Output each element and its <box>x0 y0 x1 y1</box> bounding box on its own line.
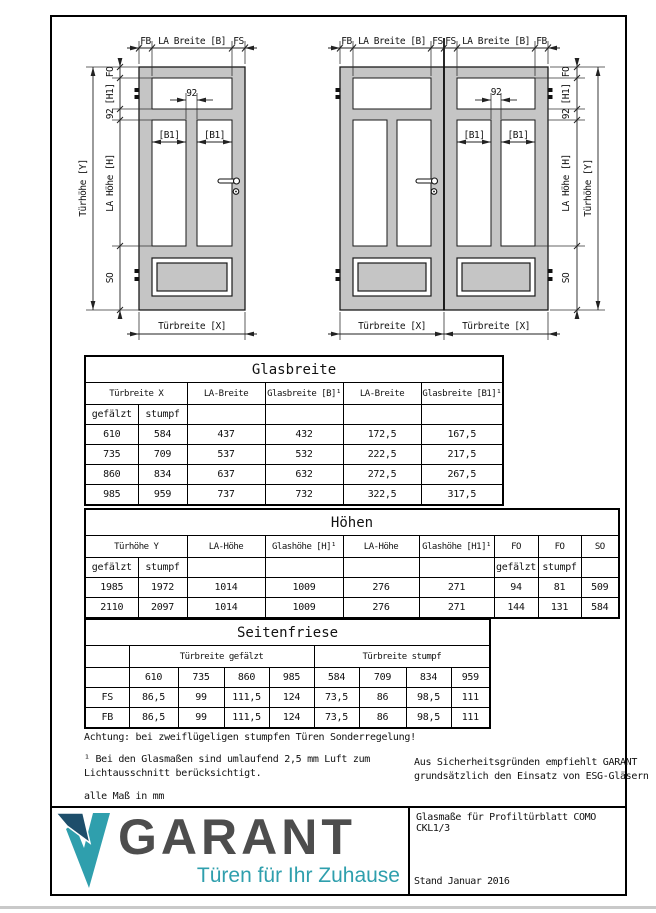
column-header: Glashöhe [H]¹ <box>265 536 343 558</box>
dim-label-la-hoehe: LA Höhe [H] <box>105 154 116 212</box>
table-cell-empty <box>343 558 419 578</box>
table-cell: 985 <box>85 485 138 506</box>
table-cell: 532 <box>265 445 343 465</box>
table-cell: 131 <box>538 598 581 619</box>
column-header: SO <box>581 536 619 558</box>
table-cell: 735 <box>85 445 138 465</box>
table-row <box>85 578 619 598</box>
table-cell: 437 <box>187 425 265 445</box>
dim-label-fb: FB <box>140 36 151 47</box>
dim-label-92: 92 <box>561 108 572 120</box>
table-cell-empty <box>343 405 421 425</box>
double-door-drawing <box>336 38 553 310</box>
table-cell: 1009 <box>265 578 343 598</box>
bottom-panel <box>462 263 530 291</box>
table-cell: 959 <box>138 485 187 506</box>
table-cell: 1985 <box>85 578 138 598</box>
table-cell: 271 <box>419 578 494 598</box>
table-cell: 537 <box>187 445 265 465</box>
column-group-header: Türbreite gefälzt <box>129 646 314 668</box>
table-cell: 317,5 <box>421 485 503 506</box>
column-header: 834 <box>406 668 451 688</box>
safety-note-line1: Aus Sicherheitsgründen empfiehlt GARANT <box>414 757 638 768</box>
dim-label-h1: [H1] <box>561 83 572 105</box>
dim-label-so: SO <box>105 272 116 284</box>
dim-label-la-breite: LA Breite [B] <box>358 36 426 47</box>
table-cell-empty <box>187 405 265 425</box>
glasbreite-table <box>84 355 504 506</box>
table-cell: 144 <box>494 598 538 619</box>
column-header: LA-Höhe <box>187 536 265 558</box>
table-row <box>85 465 503 485</box>
table-cell: 111,5 <box>224 688 269 708</box>
table-cell: 732 <box>265 485 343 506</box>
table-cell: 276 <box>343 598 419 619</box>
dim-label-la-breite: LA Breite [B] <box>158 36 226 47</box>
units-note: alle Maß in mm <box>84 791 165 802</box>
table-cell: 637 <box>187 465 265 485</box>
table-cell: 86 <box>359 708 406 729</box>
table-cell: 432 <box>265 425 343 445</box>
table-cell: 1014 <box>187 598 265 619</box>
dim-label-tuerhoehe: Türhöhe [Y] <box>78 159 89 217</box>
column-header: FO <box>494 536 538 558</box>
table-title: Höhen <box>85 509 619 536</box>
table-cell: 267,5 <box>421 465 503 485</box>
table-cell: 860 <box>85 465 138 485</box>
dim-label-fs: FS <box>432 36 443 47</box>
table-cell: 111 <box>451 688 490 708</box>
dim-label-fo: FO <box>561 66 572 78</box>
dim-label-tuerhoehe: Türhöhe [Y] <box>583 159 594 217</box>
column-subheader: gefälzt <box>85 558 138 578</box>
dim-label-tuerbreite: Türbreite [X] <box>358 321 426 332</box>
footnote-line2: Lichtausschnitt berücksichtigt. <box>84 768 262 779</box>
column-header: 709 <box>359 668 406 688</box>
table-cell: 73,5 <box>314 688 359 708</box>
table-cell: 124 <box>269 688 314 708</box>
table-cell: 322,5 <box>343 485 421 506</box>
column-header: 860 <box>224 668 269 688</box>
dim-label-tuerbreite: Türbreite [X] <box>462 321 530 332</box>
column-header: FO <box>538 536 581 558</box>
document-date: Stand Januar 2016 <box>414 876 510 887</box>
column-subheader: stumpf <box>138 558 187 578</box>
dim-label-b1: [B1] <box>507 130 529 141</box>
table-cell: 737 <box>187 485 265 506</box>
column-header: Glasbreite [B]¹ <box>265 383 343 405</box>
brand-tagline: Türen für Ihr Zuhause <box>196 864 400 887</box>
table-cell: 222,5 <box>343 445 421 465</box>
table-cell: 94 <box>494 578 538 598</box>
table-cell: 99 <box>178 688 224 708</box>
warning-note: Achtung: bei zweiflügeligen stumpfen Türen Sonderregelung! <box>84 732 416 743</box>
column-header: LA-Breite <box>187 383 265 405</box>
dim-label-mullion-92: 92 <box>186 88 197 99</box>
table-cell-empty <box>421 405 503 425</box>
title-block <box>408 806 627 896</box>
table-cell: 99 <box>178 708 224 729</box>
dim-label-b1: [B1] <box>204 130 225 141</box>
dim-label-tuerbreite: Türbreite [X] <box>158 321 226 332</box>
table-cell-empty <box>265 558 343 578</box>
table-cell: 86,5 <box>129 708 178 729</box>
table-cell: 584 <box>138 425 187 445</box>
table-cell: 610 <box>85 425 138 445</box>
table-cell: 2097 <box>138 598 187 619</box>
table-cell: 98,5 <box>406 708 451 729</box>
footnote <box>84 753 370 781</box>
column-header: LA-Breite <box>343 383 421 405</box>
table-cell: 217,5 <box>421 445 503 465</box>
column-header: Türhöhe Y <box>85 536 187 558</box>
table-title: Seitenfriese <box>85 619 490 646</box>
dim-label-b1: [B1] <box>463 130 485 141</box>
door-drawings <box>0 0 656 350</box>
column-subheader: stumpf <box>138 405 187 425</box>
safety-note <box>414 756 649 784</box>
table-row <box>85 425 503 445</box>
table-cell: 1972 <box>138 578 187 598</box>
table-cell: 509 <box>581 578 619 598</box>
column-subheader: gefälzt <box>85 405 138 425</box>
dim-label-so: SO <box>561 272 572 284</box>
page-edge-shadow <box>0 906 656 909</box>
table-cell-empty <box>187 558 265 578</box>
table-cell: 86 <box>359 688 406 708</box>
table-row <box>85 708 490 729</box>
table-cell: 709 <box>138 445 187 465</box>
dim-label-la-breite: LA Breite [B] <box>462 36 530 47</box>
column-subheader: stumpf <box>538 558 581 578</box>
table-cell: 98,5 <box>406 688 451 708</box>
bottom-panel <box>358 263 426 291</box>
row-header: FB <box>85 708 129 729</box>
bottom-panel <box>157 263 227 291</box>
garant-logo-icon <box>54 810 110 892</box>
footnote-line1: ¹ Bei den Glasmaßen sind umlaufend 2,5 mm Luft zum <box>84 754 371 765</box>
table-cell: 81 <box>538 578 581 598</box>
column-header: Glashöhe [H1]¹ <box>419 536 494 558</box>
table-cell: 834 <box>138 465 187 485</box>
dim-label-fb: FB <box>341 36 352 47</box>
column-group-header: Türbreite stumpf <box>314 646 490 668</box>
dim-label-h1: [H1] <box>105 83 116 105</box>
column-header: 985 <box>269 668 314 688</box>
table-cell: 111 <box>451 708 490 729</box>
column-header: 584 <box>314 668 359 688</box>
table-cell: 584 <box>581 598 619 619</box>
dim-label-b1: [B1] <box>158 130 180 141</box>
column-header: 735 <box>178 668 224 688</box>
table-cell-empty <box>581 558 619 578</box>
column-header: LA-Höhe <box>343 536 419 558</box>
table-cell: 272,5 <box>343 465 421 485</box>
dim-label-92: 92 <box>105 108 116 120</box>
hoehen-table <box>84 508 620 619</box>
column-header: Glasbreite [B1]¹ <box>421 383 503 405</box>
table-cell: 1014 <box>187 578 265 598</box>
row-header: FS <box>85 688 129 708</box>
table-cell: 111,5 <box>224 708 269 729</box>
dim-label-fs: FS <box>233 36 244 47</box>
table-cell: 1009 <box>265 598 343 619</box>
table-cell: 172,5 <box>343 425 421 445</box>
table-row <box>85 485 503 506</box>
dim-label-fs: FS <box>445 36 456 47</box>
table-cell: 86,5 <box>129 688 178 708</box>
dim-label-fo: FO <box>105 66 116 78</box>
column-subheader: gefälzt <box>494 558 538 578</box>
table-cell-empty <box>265 405 343 425</box>
table-cell-empty <box>419 558 494 578</box>
column-header: 610 <box>129 668 178 688</box>
dim-label-la-hoehe: LA Höhe [H] <box>561 154 572 212</box>
table-cell: 167,5 <box>421 425 503 445</box>
table-cell: 2110 <box>85 598 138 619</box>
single-door-drawing <box>135 67 246 310</box>
table-cell: 632 <box>265 465 343 485</box>
table-row <box>85 598 619 619</box>
top-glass-panel <box>353 78 431 109</box>
table-cell-empty <box>85 646 129 668</box>
dim-label-fb: FB <box>536 36 547 47</box>
table-cell: 124 <box>269 708 314 729</box>
document-title: Glasmaße für Profiltürblatt COMO CKL1/3 <box>416 812 596 834</box>
table-cell: 73,5 <box>314 708 359 729</box>
table-cell: 276 <box>343 578 419 598</box>
safety-note-line2: grundsätzlich den Einsatz von ESG-Gläsern <box>414 771 649 782</box>
column-header: Türbreite X <box>85 383 187 405</box>
table-row <box>85 688 490 708</box>
table-row <box>85 445 503 465</box>
table-cell: 271 <box>419 598 494 619</box>
seitenfriese-table <box>84 618 491 729</box>
table-title: Glasbreite <box>85 356 503 383</box>
brand-name: GARANT <box>118 809 356 865</box>
table-cell-empty <box>85 668 129 688</box>
column-header: 959 <box>451 668 490 688</box>
left-glass-panel <box>353 120 387 246</box>
dim-label-mullion-92: 92 <box>490 87 502 98</box>
